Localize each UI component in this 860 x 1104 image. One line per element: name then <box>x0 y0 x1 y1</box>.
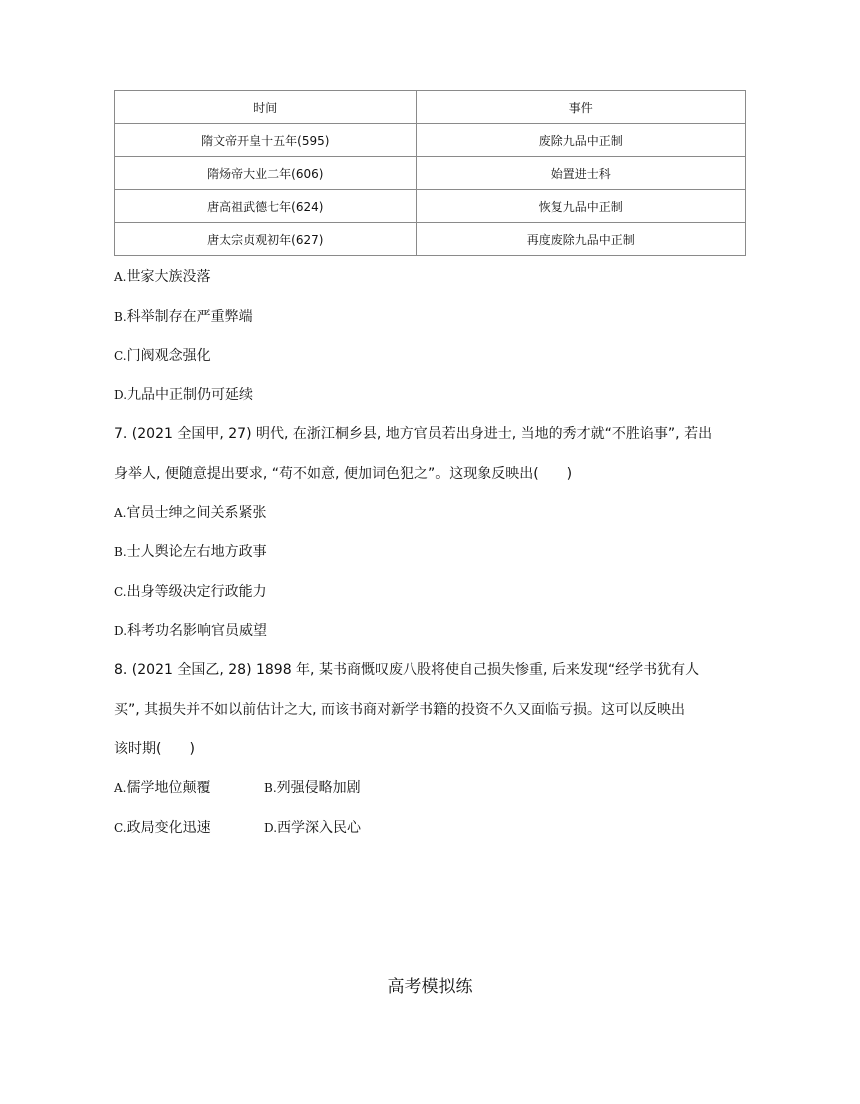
q7-stem-line-2: 身举人, 便随意提出要求, “苟不如意, 便加词色犯之”。这现象反映出( ) <box>114 466 573 482</box>
q6-option-d: D.九品中正制仍可延续 <box>114 387 254 403</box>
q8-option-a: A.儒学地位颠覆 <box>114 780 211 796</box>
q6-option-a: A.世家大族没落 <box>114 269 211 285</box>
q7-stem-line-1: 7. (2021 全国甲, 27) 明代, 在浙江桐乡县, 地方官员若出身进士, 当地的秀才就“不胜谄事”, 若出 <box>114 426 713 442</box>
q8-option-b: B.列强侵略加剧 <box>264 780 361 796</box>
cell-time: 隋文帝开皇十五年(595) <box>115 124 417 157</box>
table-row <box>115 223 746 256</box>
q8-stem-line-2: 买”, 其损失并不如以前估计之大, 而该书商对新学书籍的投资不久又面临亏损。这可以反映出 <box>114 702 686 718</box>
cell-event: 始置进士科 <box>416 157 745 190</box>
q8-stem-line-3: 该时期( ) <box>114 741 195 757</box>
q6-option-c: C.门阀观念强化 <box>114 348 211 364</box>
history-table <box>114 90 746 256</box>
table-row <box>115 190 746 223</box>
table-header-row <box>115 91 746 124</box>
q6-option-b: B.科举制存在严重弊端 <box>114 309 253 325</box>
q8-option-d: D.西学深入民心 <box>264 820 362 836</box>
q7-option-b: B.士人舆论左右地方政事 <box>114 544 267 560</box>
q7-option-a: A.官员士绅之间关系紧张 <box>114 505 267 521</box>
q7-option-c: C.出身等级决定行政能力 <box>114 584 267 600</box>
section-title: 高考模拟练 <box>387 977 473 997</box>
q7-option-d: D.科考功名影响官员威望 <box>114 623 268 639</box>
cell-time: 唐太宗贞观初年(627) <box>115 223 417 256</box>
header-time: 时间 <box>115 91 417 124</box>
table-row <box>115 124 746 157</box>
q8-stem-line-1: 8. (2021 全国乙, 28) 1898 年, 某书商慨叹废八股将使自己损失惨重, 后来发现“经学书犹有人 <box>114 662 700 678</box>
cell-event: 废除九品中正制 <box>416 124 745 157</box>
cell-time: 隋炀帝大业二年(606) <box>115 157 417 190</box>
cell-event: 再度废除九品中正制 <box>416 223 745 256</box>
q8-option-c: C.政局变化迅速 <box>114 820 211 836</box>
header-event: 事件 <box>416 91 745 124</box>
cell-event: 恢复九品中正制 <box>416 190 745 223</box>
table-row <box>115 157 746 190</box>
cell-time: 唐高祖武德七年(624) <box>115 190 417 223</box>
